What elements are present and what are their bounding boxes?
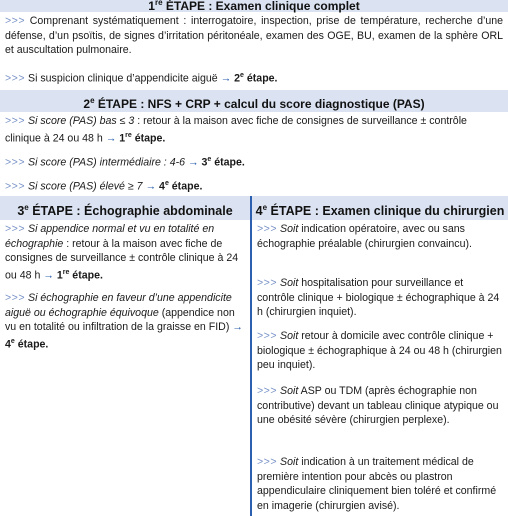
step3-target-2: 4 bbox=[5, 338, 11, 351]
chevron-icon: >>> bbox=[5, 292, 26, 304]
chevron-icon: >>> bbox=[5, 223, 26, 235]
step2-target-3: 4 bbox=[156, 180, 165, 193]
step3-target-1-tail: étape. bbox=[69, 269, 103, 282]
arrow-right-icon: → bbox=[187, 156, 199, 169]
step1-target-tail: étape. bbox=[243, 72, 278, 85]
arrow-right-icon: → bbox=[105, 132, 117, 145]
step2-condition-2: Si score (PAS) intermédiaire : 4-6 bbox=[25, 156, 188, 169]
step3-text-1: : retour à la maison avec fiche de consignes de surveillance ± contrôle clinique à 24 ou 48 h bbox=[5, 237, 239, 282]
step4-sup: e bbox=[262, 203, 268, 212]
step2-title: ÉTAPE : NFS + CRP + calcul du score diagnostique (PAS) bbox=[94, 97, 425, 111]
step4-item-text: ASP ou TDM (après échographie non contributive) devant un tableau clinique atypique ou une obésité sévère (chirurgien perplexe). bbox=[257, 385, 499, 426]
step3-target-2-sup: e bbox=[10, 337, 15, 345]
step3-number: 3 bbox=[17, 204, 25, 219]
step2-number: 2 bbox=[83, 97, 91, 111]
step4-item-lead: Soit bbox=[277, 277, 299, 289]
chevron-icon: >>> bbox=[257, 456, 278, 468]
chevron-icon: >>> bbox=[5, 15, 26, 27]
step4-item-4 bbox=[257, 384, 503, 428]
step4-item-text: hospitalisation pour surveillance et contrôle clinique + biologique ± échographique à 24 h (chirurgien inquiet). bbox=[257, 277, 500, 318]
step2-target-2-sup: e bbox=[207, 156, 212, 163]
step2-target-1-sup: re bbox=[125, 131, 132, 139]
step1-title: ÉTAPE : Examen clinique complet bbox=[162, 0, 360, 13]
step2-paragraph-1 bbox=[5, 114, 503, 146]
step1-target-sup: e bbox=[240, 72, 244, 79]
step2-paragraph-3 bbox=[5, 177, 503, 194]
chevron-icon: >>> bbox=[5, 115, 26, 127]
step3-condition-1: Si appendice normal et vu en totalité en échographie bbox=[5, 223, 215, 250]
step2-header bbox=[0, 90, 508, 112]
step2-target-1-tail: étape. bbox=[131, 132, 166, 145]
step3-header bbox=[0, 196, 250, 220]
step3-title: ÉTAPE : Échographie abdominale bbox=[28, 204, 233, 219]
step1-sup: re bbox=[154, 0, 163, 7]
step1-number: 1 bbox=[148, 0, 155, 13]
step4-item-text: indication opératoire, avec ou sans échographie préalable (chirurgien convaincu). bbox=[257, 223, 472, 250]
step3-condition-2: Si échographie en faveur d’une appendicite aiguë ou échographie équivoque bbox=[5, 292, 232, 319]
chevron-icon: >>> bbox=[257, 330, 278, 342]
step3-paragraph-1 bbox=[5, 222, 245, 283]
step4-item-1 bbox=[257, 222, 503, 251]
chevron-icon: >>> bbox=[257, 223, 278, 235]
step4-item-lead: Soit bbox=[277, 385, 299, 397]
step4-item-lead: Soit bbox=[277, 456, 299, 468]
step1-paragraph-1 bbox=[5, 14, 503, 58]
step2-text-1: : retour à la maison avec fiche de consignes de surveillance ± contrôle clinique à 24 ou 48 h bbox=[5, 115, 467, 145]
step2-condition-1: Si score (PAS) bas ≤ 3 bbox=[25, 115, 135, 127]
step4-item-3 bbox=[257, 329, 503, 373]
chevron-icon: >>> bbox=[5, 156, 26, 169]
step2-condition-3: Si score (PAS) élevé ≥ 7 bbox=[25, 180, 146, 193]
step1-header bbox=[0, 0, 508, 12]
step3-target-2-tail: étape. bbox=[14, 338, 49, 351]
chevron-icon: >>> bbox=[5, 72, 26, 85]
column-divider bbox=[250, 196, 252, 516]
step1-target: 2 bbox=[231, 72, 241, 85]
step3-target-1-sup: re bbox=[62, 268, 70, 276]
arrow-right-icon: → bbox=[232, 321, 243, 333]
step4-item-5 bbox=[257, 455, 503, 513]
step2-target-2-tail: étape. bbox=[211, 156, 245, 169]
step4-item-lead: Soit bbox=[277, 330, 299, 342]
step1-paragraph-2 bbox=[5, 69, 503, 86]
arrow-right-icon: → bbox=[43, 269, 54, 282]
step2-target-3-sup: e bbox=[164, 180, 169, 187]
step3-paragraph-2 bbox=[5, 291, 245, 352]
step2-paragraph-2 bbox=[5, 153, 503, 170]
arrow-right-icon: → bbox=[145, 180, 157, 193]
step1-text-1: Comprenant systématiquement : interrogatoire, inspection, prise de température, recherche d’une défense, d’un psoïtis, de signes d’irritation péritonéale, examen des OGE, BU, examen de la sphère ORL et auscultation pulmonaire. bbox=[5, 15, 503, 56]
step4-header bbox=[252, 196, 508, 220]
step3-target-1: 1 bbox=[53, 269, 63, 282]
step4-title: ÉTAPE : Examen clinique du chirurgien bbox=[267, 204, 505, 219]
step1-text-2: Si suspicion clinique d’appendicite aiguë bbox=[25, 72, 221, 85]
step2-target-2: 3 bbox=[198, 156, 208, 169]
chevron-icon: >>> bbox=[257, 385, 278, 397]
step2-target-1: 1 bbox=[116, 132, 126, 145]
step3-sup: e bbox=[24, 203, 29, 212]
chevron-icon: >>> bbox=[257, 277, 278, 289]
arrow-right-icon: → bbox=[220, 72, 232, 85]
step4-item-lead: Soit bbox=[277, 223, 299, 235]
step3-text-2: (appendice non vu en totalité ou infiltration de la graisse en FID) bbox=[5, 306, 235, 333]
step2-target-3-tail: étape. bbox=[168, 180, 203, 193]
chevron-icon: >>> bbox=[5, 180, 26, 193]
step4-item-text: indication à un traitement médical de première intention pour abcès ou plastron appendiculaire cliniquement bien toléré et confirmé en imagerie (chirurgien avisé). bbox=[257, 456, 497, 512]
step4-number: 4 bbox=[255, 204, 263, 219]
step4-item-text: retour à domicile avec contrôle clinique + biologique ± échographique à 24 ou 48 h (chirurgien peu inquiet). bbox=[257, 330, 502, 371]
step4-item-2 bbox=[257, 276, 503, 320]
step2-sup: e bbox=[90, 96, 95, 105]
